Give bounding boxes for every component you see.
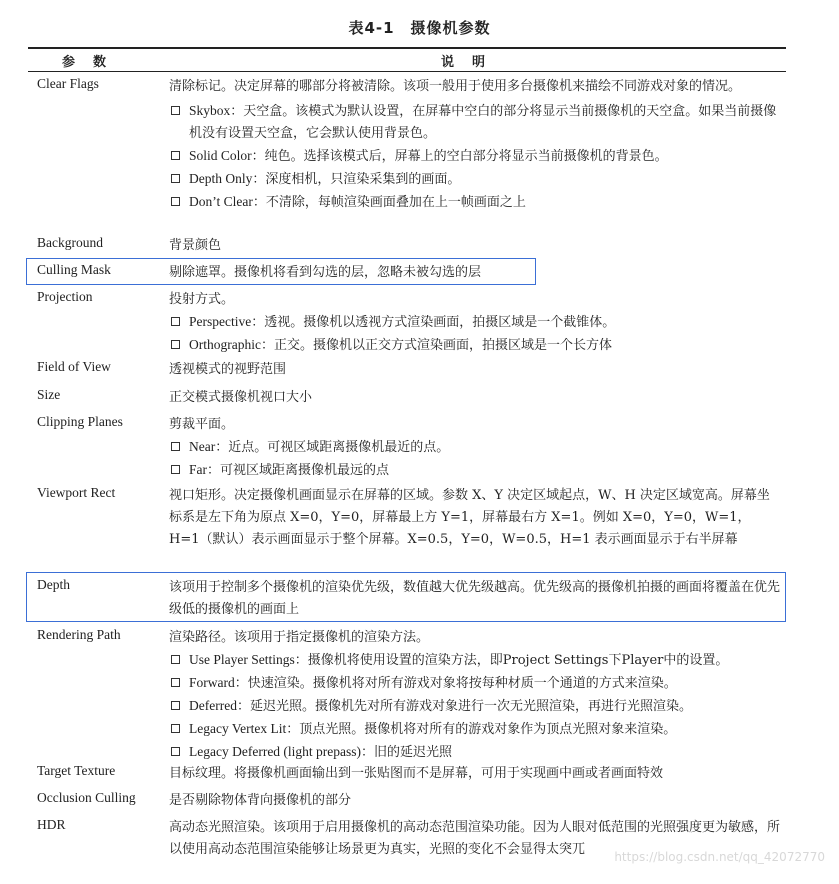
bullet-item: Near：近点。可视区域距离摄像机最近的点。 [169,436,781,459]
bullet-item: Legacy Vertex Lit：顶点光照。摄像机将对所有的游戏对象作为顶点光照对象来渲染。 [169,718,781,741]
param-desc [169,627,781,764]
param-name: Size [37,387,61,402]
bullet-item: Perspective：透视。摄像机以透视方式渲染画面，拍摄区域是一个截锥体。 [169,311,781,334]
bullet-item: Deferred：延迟光照。摄像机先对所有游戏对象进行一次无光照渲染，再进行光照渲染。 [169,695,781,718]
param-name: Rendering Path [37,627,121,642]
desc-line: 该项用于控制多个摄像机的渲染优先级，数值越大优先级越高。优先级高的摄像机拍摄的画面将覆盖在优先级低的摄像机的画面上 [169,580,781,617]
desc-line: 是否剔除物体背向摄像机的部分 [169,793,352,808]
param-name: Viewport Rect [37,485,116,500]
param-desc [169,235,781,257]
param-desc [169,790,781,812]
param-name: Culling Mask [37,262,111,277]
param-desc [169,359,781,381]
param-desc [169,262,781,284]
table-top-rule [28,47,786,49]
desc-line: 渲染路径。该项用于指定摄像机的渲染方法。 [169,630,430,645]
bullet-item: Orthographic：正交。摄像机以正交方式渲染画面，拍摄区域是一个长方体 [169,334,781,357]
param-desc [169,763,781,785]
param-name: Depth [37,577,70,592]
table-header-rule [28,71,786,72]
param-desc [169,414,781,482]
desc-line: 剪裁平面。 [169,417,235,432]
bullet-item: Far：可视区域距离摄像机最远的点 [169,459,781,482]
desc-line: 投射方式。 [169,292,235,307]
bullet-item: Don’t Clear：不清除，每帧渲染画面叠加在上一帧画面之上 [169,191,781,214]
bullet-item: Use Player Settings：摄像机将使用设置的渲染方法，即Project Settings下Player中的设置。 [169,649,781,672]
param-name: Clipping Planes [37,414,123,429]
desc-line: 视口矩形。决定摄像机画面显示在屏幕的区域。参数 X、Y 决定区域起点，W、H 决定区域宽高。屏幕坐标系是左下角为原点 X=0，Y=0，屏幕最上方 Y=1，屏幕最右方 X=1。例如 X=0，Y=0，W=1，H=1（默认）表示画面显示于整个屏幕。X=0.5，Y=0，W=0.5，H=1 表示画面显示于右半屏幕 [169,488,770,547]
bullet-item: Forward：快速渲染。摄像机将对所有游戏对象将按每种材质一个通道的方式来渲染。 [169,672,781,695]
bullet-item: Solid Color：纯色。选择该模式后，屏幕上的空白部分将显示当前摄像机的背景色。 [169,145,781,168]
param-desc [169,76,781,214]
watermark: https://blog.csdn.net/qq_42072770 [614,850,825,864]
param-name: Clear Flags [37,76,99,91]
desc-line: 透视模式的视野范围 [169,362,287,377]
desc-line: 高动态光照渲染。该项用于启用摄像机的高动态范围渲染功能。因为人眼对低范围的光照强度更为敏感，所以使用高动态范围渲染能够让场景更为真实，光照的变化不会显得太突兀 [169,820,781,857]
param-desc [169,387,781,409]
param-name: Field of View [37,359,111,374]
header-desc: 说明 [441,55,504,70]
param-name: Target Texture [37,763,116,778]
header-param: 参数 [62,55,125,70]
desc-line: 正交模式摄像机视口大小 [169,390,313,405]
desc-line: 清除标记。决定屏幕的哪部分将被清除。该项一般用于使用多台摄像机来描绘不同游戏对象的情况。 [169,79,742,94]
bullet-item: Depth Only：深度相机，只渲染采集到的画面。 [169,168,781,191]
param-desc [169,289,781,357]
param-name: HDR [37,817,66,832]
param-name: Occlusion Culling [37,790,136,805]
table-title: 表4-1 摄像机参数 [348,19,491,37]
desc-line: 背景颜色 [169,238,222,253]
param-desc [169,577,781,621]
bullet-item: Skybox：天空盒。该模式为默认设置，在屏幕中空白的部分将显示当前摄像机的天空盒。如果当前摄像机没有设置天空盒，它会默认使用背景色。 [169,100,781,145]
desc-line: 剔除遮罩。摄像机将看到勾选的层，忽略未被勾选的层 [169,265,482,280]
bullet-item: Legacy Deferred (light prepass)：旧的延迟光照 [169,741,781,764]
param-desc [169,485,781,551]
param-name: Background [37,235,103,250]
desc-line: 目标纹理。将摄像机画面输出到一张贴图而不是屏幕，可用于实现画中画或者画面特效 [169,766,664,781]
param-name: Projection [37,289,93,304]
